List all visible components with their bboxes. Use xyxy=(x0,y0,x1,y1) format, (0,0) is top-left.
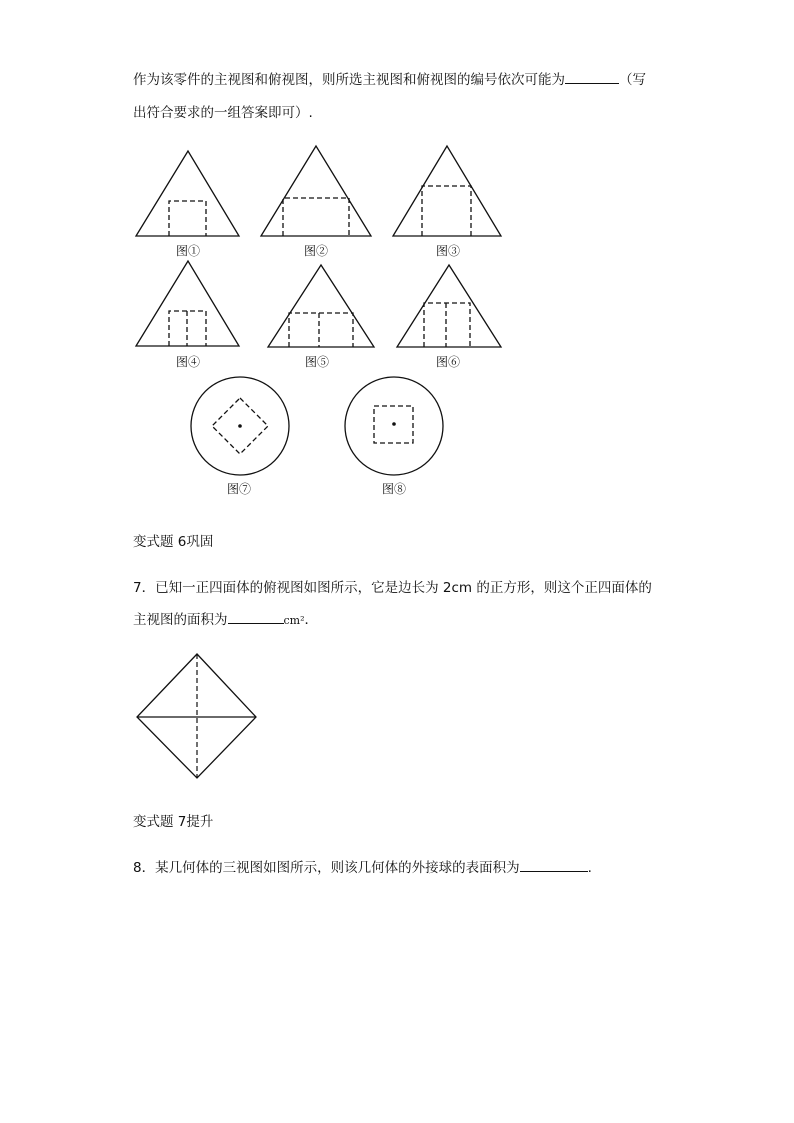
q6-text-a: 作为该零件的主视图和俯视图，则所选主视图和俯视图的编号依次可能为 xyxy=(133,72,565,88)
q6-line2: 出符合要求的一组答案即可）. xyxy=(133,105,313,121)
section-heading-7: 变式题 7提升 xyxy=(133,814,214,830)
figure-3 xyxy=(390,143,504,240)
q7-text: 主视图的面积为 xyxy=(133,612,228,628)
answer-blank[interactable] xyxy=(565,71,619,84)
figure-8 xyxy=(342,374,446,478)
q7-line2 xyxy=(133,608,318,628)
q8-text: 8．某几何体的三视图如图所示，则该几何体的外接球的表面积为 xyxy=(133,860,520,876)
answer-blank[interactable] xyxy=(228,611,284,624)
figure-3-caption: 图③ xyxy=(435,244,460,258)
q7-unit: cm² xyxy=(283,614,305,627)
figure-6 xyxy=(394,262,504,350)
figure-7 xyxy=(188,374,292,478)
figure-2-caption: 图② xyxy=(303,244,328,258)
q6-line1 xyxy=(133,68,646,88)
tetrahedron-top-view xyxy=(134,651,260,781)
figure-7-caption: 图⑦ xyxy=(226,482,251,496)
q8-line xyxy=(133,856,592,876)
figure-5 xyxy=(265,262,377,350)
figure-4-caption: 图④ xyxy=(175,355,200,369)
figure-1-caption: 图① xyxy=(175,244,200,258)
figure-2 xyxy=(258,143,374,240)
section-heading-6: 变式题 6巩固 xyxy=(133,534,214,550)
figure-5-caption: 图⑤ xyxy=(304,355,329,369)
q8-end: . xyxy=(587,860,592,876)
q6-text-b: （写 xyxy=(619,72,646,88)
q7-end: ． xyxy=(304,612,319,628)
figure-6-caption: 图⑥ xyxy=(435,355,460,369)
figure-1 xyxy=(133,148,243,240)
answer-blank[interactable] xyxy=(520,859,588,872)
q7-line1: 7．已知一正四面体的俯视图如图所示，它是边长为 2cm 的正方形，则这个正四面体的 xyxy=(133,580,652,596)
figure-4 xyxy=(133,258,243,350)
figure-8-caption: 图⑧ xyxy=(381,482,406,496)
